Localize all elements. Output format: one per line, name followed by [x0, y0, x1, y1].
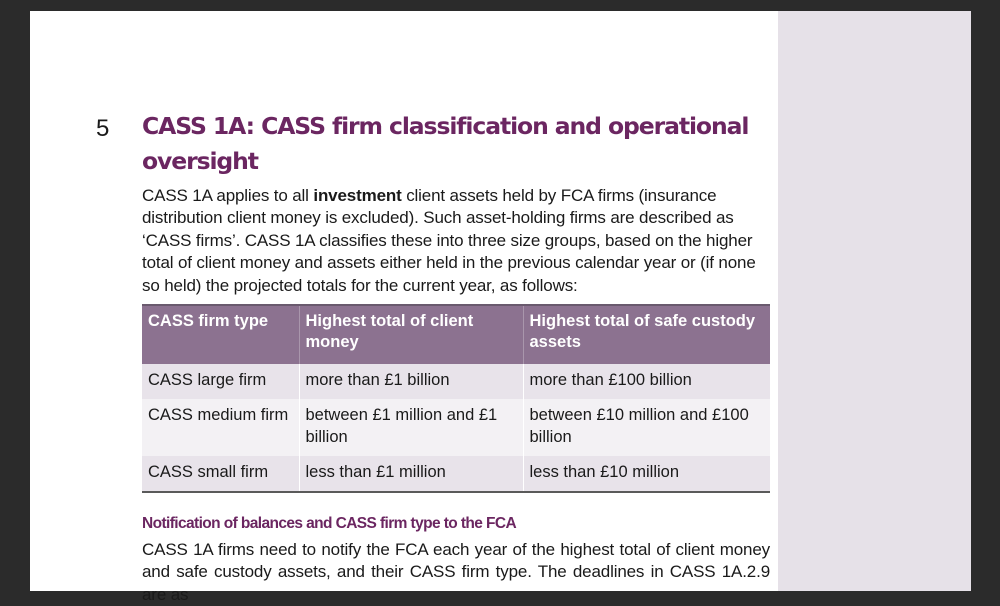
table-cell: CASS large firm	[142, 364, 299, 399]
table-cell: more than £100 billion	[523, 364, 770, 399]
intro-text-rest: client assets held by FCA firms (insurance distribution client money is excluded). Such asset-holding firms are described as ‘CASS firms’. CASS 1A classifies these into three size groups, based on the higher total of client money and assets either held in the previous calendar year or (if none so held) the projected totals for the current year, as follows:	[142, 186, 756, 295]
table-cell: between £10 million and £100 billion	[523, 399, 770, 456]
intro-paragraph	[142, 185, 770, 297]
table-cell: more than £1 billion	[299, 364, 523, 399]
intro-text-start: CASS 1A applies to all	[142, 186, 314, 205]
page-content	[142, 109, 770, 606]
table-row	[142, 399, 770, 456]
section-heading: CASS 1A: CASS firm classification and operational oversight	[142, 112, 749, 175]
section-number: 5	[96, 115, 110, 142]
intro-bold-term: investment	[313, 186, 402, 205]
table-header-cell: Highest total of client money	[299, 305, 523, 364]
page-margin-band	[778, 11, 971, 591]
table-cell: less than £1 million	[299, 456, 523, 492]
table-cell: less than £10 million	[523, 456, 770, 492]
table-cell: CASS medium firm	[142, 399, 299, 456]
table-row	[142, 456, 770, 492]
table-header-row	[142, 305, 770, 364]
table-header-cell: CASS firm type	[142, 305, 299, 364]
table-row	[142, 364, 770, 399]
table-cell: between £1 million and £1 billion	[299, 399, 523, 456]
table-cell: CASS small firm	[142, 456, 299, 492]
table-header-cell: Highest total of safe custody assets	[523, 305, 770, 364]
document-page	[30, 11, 971, 604]
subsection-paragraph: CASS 1A firms need to notify the FCA each year of the highest total of client money and safe custody assets, and their CASS firm type. The deadlines in CASS 1A.2.9 are as	[142, 540, 770, 604]
cass-firm-type-table	[142, 304, 770, 493]
subsection-heading: Notification of balances and CASS firm type to the FCA	[142, 515, 517, 533]
